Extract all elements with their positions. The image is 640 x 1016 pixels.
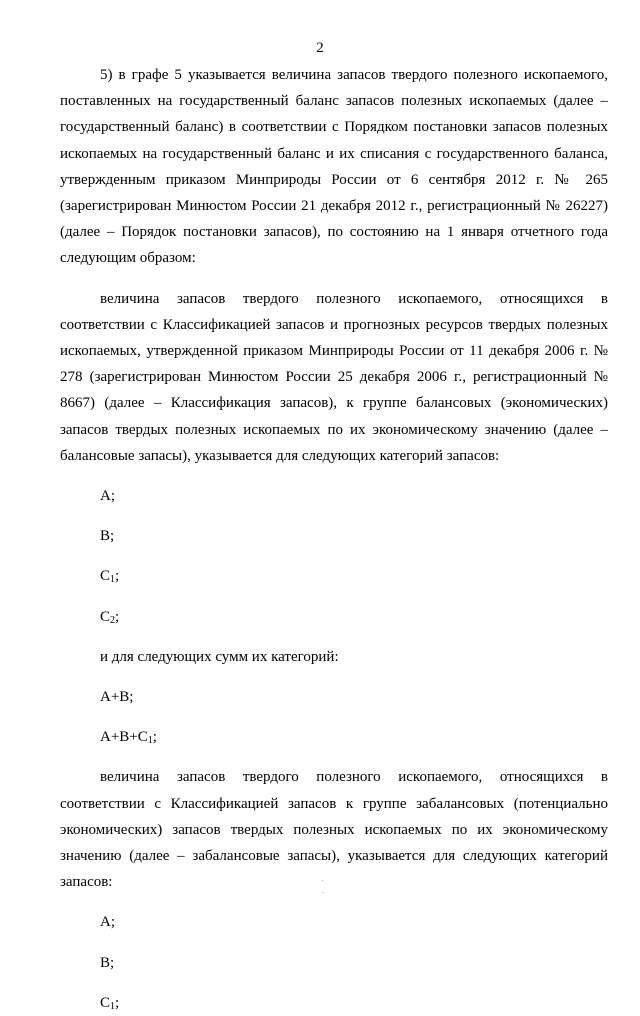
- document-body: [60, 62, 608, 1016]
- paragraph-offbalance-reserves: величина запасов твердого полезного ископаемого, относящихся в соответствии с Классификацией запасов к группе забалансовых (потенциально экономических) запасов твердых полезных ископаемых по их экономическому значению (далее – забалансовые запасы), указывается для следующих категорий запасов:: [60, 769, 608, 891]
- category-item: $C_1$;: [100, 568, 120, 586]
- sums-intro: и для следующих сумм их категорий:: [100, 648, 339, 665]
- category-item: A;: [100, 488, 116, 505]
- page-number: 2: [316, 40, 324, 56]
- sum-item: $A+B+C_1$;: [100, 729, 157, 747]
- scan-speck: [322, 880, 323, 881]
- category-item: A;: [100, 914, 116, 931]
- category-item: $C_2$;: [100, 608, 120, 626]
- category-item: $C_1$;: [100, 994, 120, 1012]
- sum-item: A+B;: [100, 689, 134, 706]
- paragraph-section-5: 5) в графе 5 указывается величина запасов твердого полезного ископаемого, поставленных на государственный баланс запасов полезных ископаемых (далее – государственный баланс) в соответствии с Порядком постановки запасов полезных ископаемых на государственный баланс и их списания с государственного баланса, утвержденным приказом Минприроды России от 6 сентября 2012 г. № 265 (зарегистрирован Минюстом России 21 декабря 2012 г., регистрационный № 26227) (далее – Порядок постановки запасов), по состоянию на 1 января отчетного года следующим образом:: [60, 67, 608, 267]
- paragraph-balance-reserves: величина запасов твердого полезного ископаемого, относящихся в соответствии с Классификацией запасов и прогнозных ресурсов твердых полезных ископаемых, утвержденной приказом Минприроды России от 11 декабря 2006 г. № 278 (зарегистрирован Минюстом России 25 декабря 2006 г., регистрационный № 8667) (далее – Классификация запасов), к группе балансовых (экономических) запасов твердых полезных ископаемых по их экономическому значению (далее – балансовые запасы), указывается для следующих категорий запасов:: [60, 290, 608, 464]
- category-item: B;: [100, 954, 115, 971]
- category-item: B;: [100, 528, 115, 545]
- scan-speck: [323, 892, 324, 893]
